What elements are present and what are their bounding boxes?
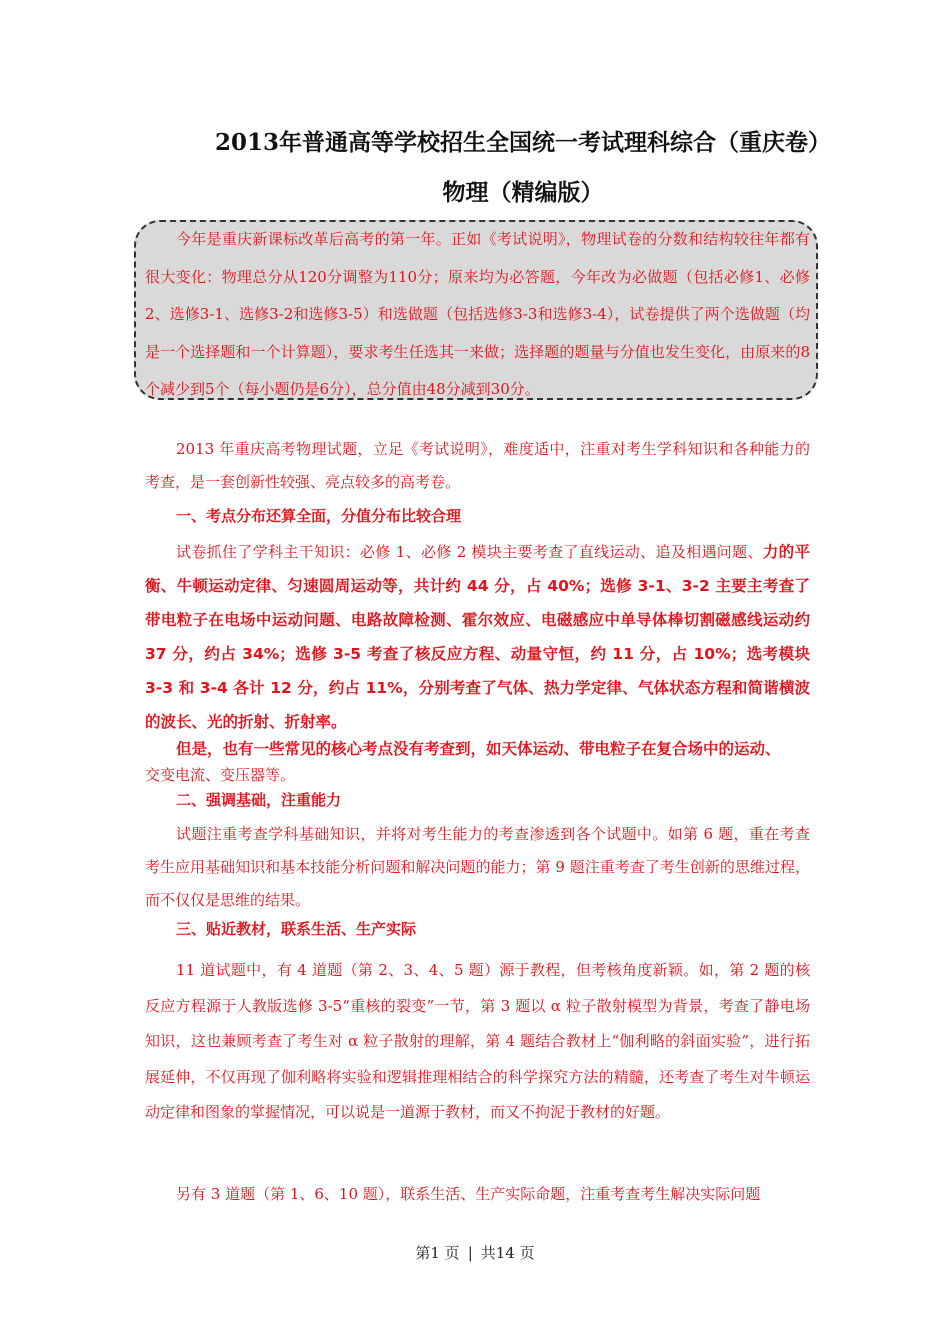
textbook-paragraph: 11 道试题中，有 4 道题（第 2、3、4、5 题）源于教程，但考核角度新颖。如，第 2 题的核反应方程源于人教版选修 3-5“重核的裂变”一节，第 3 题以 α 粒子散射模型为背景，考查了静电场知识，这也兼顾考查了考生对 α 粒子散射的理解，第 4 题结合教材上“伽利略的斜面实验”，进行拓展延伸，不仅再现了伽利略将实验和逻辑推理相结合的科学探究方法的精髓，还考查了考生对牛顿运动定律和图象的掌握情况，可以说是一道源于教材，而又不拘泥于教材的好题。 — [145, 961, 810, 1121]
real-life-paragraph: 另有 3 道题（第 1、6、10 题），联系生活、生产实际命题，注重考查考生解决实际问题 — [176, 1185, 761, 1203]
topic-distribution-paragraph — [145, 535, 810, 739]
overview-paragraph: 2013 年重庆高考物理试题，立足《考试说明》，难度适中，注重对考生学科知识和各种能力的考查，是一套创新性较强、亮点较多的高考卷。 — [145, 440, 810, 491]
section-heading-3: 三、贴近教材，联系生活、生产实际 — [176, 920, 417, 938]
section-heading-1: 一、考点分布还算全面，分值分布比较合理 — [176, 507, 462, 525]
intro-paragraph: 今年是重庆新课标改革后高考的第一年。正如《考试说明》，物理试卷的分数和结构较往年都有很大变化：物理总分从120分调整为110分；原来均为必答题，今年改为必做题（包括必修1、必修2、选修3-1、选修3-2和选修3-5）和选做题（包括选修3-3和选修3-4），试卷提供了两个选做题（均是一个选择题和一个计算题），要求考生任选其一来做；选择题的题量与分值也发生变化，由原来的8个减少到5个（每小题仍是6分），总分值由48分减到30分。 — [145, 230, 810, 398]
page-title: 2013年普通高等学校招生全国统一考试理科综合（重庆卷） — [214, 129, 831, 156]
page-footer — [0, 1242, 950, 1263]
topic-distribution-detail: 力的平衡、牛顿运动定律、匀速圆周运动等，共计约 44 分，占 40%；选修 3-1、3-2 主要主考查了带电粒子在电场中运动问题、电路故障检测、霍尔效应、电磁感应中单导体棒切割磁感线运动约 37 分，约占 34%；选修 3-5 考查了核反应方程、动量守恒，约 11 分，占 10%；选考模块 3-3 和 3-4 各计 12 分，约占 11%，分别考查了气体、热力学定律、气体状态方程和简谐横波的波长、光的折射、折射率。 — [145, 543, 810, 731]
page-number-current: 第1 页 — [415, 1244, 460, 1262]
basics-paragraph: 试题注重考查学科基础知识，并将对考生能力的考查渗透到各个试题中。如第 6 题，重在考查考生应用基础知识和基本技能分析问题和解决问题的能力；第 9 题注重考查了考生创新的思维过程，而不仅仅是思维的结果。 — [145, 825, 810, 909]
topic-distribution-intro: 试卷抓住了学科主干知识：必修 1、必修 2 模块主要考查了直线运动、追及相遇问题、 — [176, 543, 763, 561]
missing-topics-text: 但是，也有一些常见的核心考点没有考查到，如天体运动、带电粒子在复合场中的运动、 — [176, 740, 781, 758]
missing-topics-paragraph — [145, 733, 810, 791]
section-heading-2: 二、强调基础，注重能力 — [176, 791, 342, 809]
page-number-separator: | — [467, 1244, 473, 1262]
page-subtitle: 物理（精编版） — [442, 179, 604, 206]
missing-topics-tail: 交变电流、变压器等。 — [145, 766, 296, 784]
page-number-total: 共14 页 — [480, 1244, 535, 1262]
